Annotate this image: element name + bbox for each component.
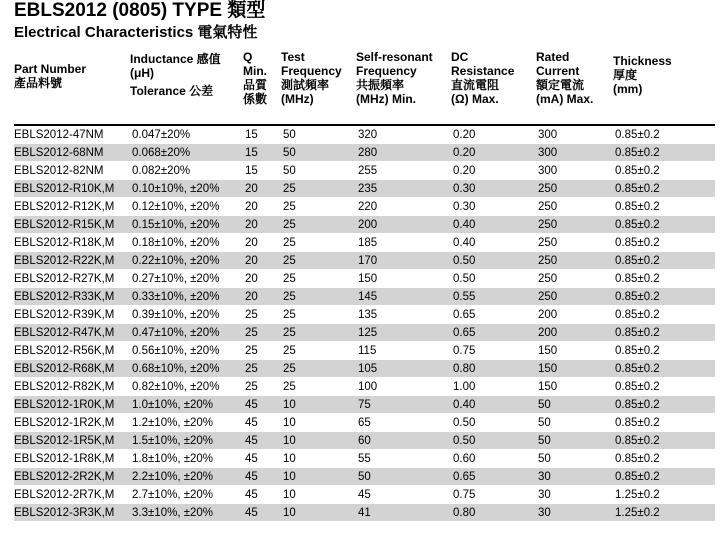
- cell-dc-resistance: 0.55: [451, 288, 536, 306]
- cell-dc-resistance: 0.30: [451, 180, 536, 198]
- cell-test-frequency: 25: [281, 180, 356, 198]
- table-row: [14, 306, 715, 324]
- cell-rated-current: 250: [536, 180, 613, 198]
- table-row: [14, 125, 715, 144]
- cell-inductance-tolerance: 0.22±10%, ±20%: [130, 252, 243, 270]
- cell-q-min: 20: [243, 234, 281, 252]
- cell-test-frequency: 25: [281, 360, 356, 378]
- cell-rated-current: 30: [536, 504, 613, 522]
- cell-test-frequency: 25: [281, 216, 356, 234]
- cell-rated-current: 150: [536, 342, 613, 360]
- table-row: [14, 270, 715, 288]
- cell-inductance-tolerance: 0.47±10%, ±20%: [130, 324, 243, 342]
- cell-rated-current: 50: [536, 414, 613, 432]
- cell-inductance-tolerance: 0.56±10%, ±20%: [130, 342, 243, 360]
- cell-q-min: 15: [243, 125, 281, 144]
- cell-rated-current: 300: [536, 162, 613, 180]
- cell-dc-resistance: 0.80: [451, 504, 536, 522]
- cell-test-frequency: 50: [281, 125, 356, 144]
- cell-test-frequency: 25: [281, 342, 356, 360]
- cell-q-min: 45: [243, 432, 281, 450]
- cell-rated-current: 250: [536, 216, 613, 234]
- cell-dc-resistance: 0.40: [451, 234, 536, 252]
- cell-q-min: 20: [243, 216, 281, 234]
- cell-self-resonant-frequency: 255: [356, 162, 451, 180]
- cell-thickness: 0.85±0.2: [613, 270, 715, 288]
- cell-inductance-tolerance: 2.2±10%, ±20%: [130, 468, 243, 486]
- cell-part-number: EBLS2012-R15K,M: [14, 216, 130, 234]
- table-row: [14, 504, 715, 522]
- cell-q-min: 20: [243, 288, 281, 306]
- cell-inductance-tolerance: 0.068±20%: [130, 144, 243, 162]
- header-self-resonant-frequency: Self-resonant Frequency 共振頻率 (MHz) Min.: [356, 48, 451, 125]
- cell-part-number: EBLS2012-2R7K,M: [14, 486, 130, 504]
- cell-q-min: 15: [243, 144, 281, 162]
- cell-self-resonant-frequency: 280: [356, 144, 451, 162]
- cell-part-number: EBLS2012-68NM: [14, 144, 130, 162]
- cell-inductance-tolerance: 1.2±10%, ±20%: [130, 414, 243, 432]
- header-inductance: Inductance 感值 (μH) Tolerance 公差: [130, 48, 243, 125]
- table-row: [14, 198, 715, 216]
- table-row: [14, 180, 715, 198]
- cell-rated-current: 200: [536, 306, 613, 324]
- cell-dc-resistance: 0.60: [451, 450, 536, 468]
- header-test-frequency: Test Frequency 測試頻率 (MHz): [281, 48, 356, 125]
- table-row: [14, 450, 715, 468]
- cell-q-min: 45: [243, 468, 281, 486]
- cell-inductance-tolerance: 0.047±20%: [130, 125, 243, 144]
- cell-dc-resistance: 0.75: [451, 342, 536, 360]
- cell-rated-current: 250: [536, 270, 613, 288]
- cell-q-min: 20: [243, 252, 281, 270]
- cell-inductance-tolerance: 0.82±10%, ±20%: [130, 378, 243, 396]
- cell-test-frequency: 10: [281, 432, 356, 450]
- cell-rated-current: 250: [536, 252, 613, 270]
- cell-part-number: EBLS2012-R68K,M: [14, 360, 130, 378]
- cell-dc-resistance: 0.75: [451, 486, 536, 504]
- cell-inductance-tolerance: 1.5±10%, ±20%: [130, 432, 243, 450]
- cell-part-number: EBLS2012-R12K,M: [14, 198, 130, 216]
- cell-inductance-tolerance: 0.33±10%, ±20%: [130, 288, 243, 306]
- cell-q-min: 45: [243, 450, 281, 468]
- cell-q-min: 15: [243, 162, 281, 180]
- cell-part-number: EBLS2012-R39K,M: [14, 306, 130, 324]
- cell-inductance-tolerance: 0.082±20%: [130, 162, 243, 180]
- table-row: [14, 378, 715, 396]
- table-header-row: [14, 48, 715, 125]
- cell-test-frequency: 25: [281, 306, 356, 324]
- cell-inductance-tolerance: 1.8±10%, ±20%: [130, 450, 243, 468]
- cell-test-frequency: 10: [281, 486, 356, 504]
- cell-part-number: EBLS2012-R18K,M: [14, 234, 130, 252]
- cell-thickness: 0.85±0.2: [613, 144, 715, 162]
- cell-part-number: EBLS2012-R47K,M: [14, 324, 130, 342]
- cell-q-min: 20: [243, 198, 281, 216]
- cell-part-number: EBLS2012-R10K,M: [14, 180, 130, 198]
- cell-part-number: EBLS2012-R33K,M: [14, 288, 130, 306]
- header-thickness: Thickness 厚度 (mm): [613, 48, 715, 125]
- cell-dc-resistance: 0.30: [451, 198, 536, 216]
- cell-q-min: 25: [243, 378, 281, 396]
- cell-rated-current: 250: [536, 198, 613, 216]
- cell-part-number: EBLS2012-1R2K,M: [14, 414, 130, 432]
- cell-q-min: 25: [243, 306, 281, 324]
- cell-part-number: EBLS2012-1R8K,M: [14, 450, 130, 468]
- cell-q-min: 25: [243, 324, 281, 342]
- cell-self-resonant-frequency: 55: [356, 450, 451, 468]
- header-part-number: Part Number 產品料號: [14, 48, 130, 125]
- cell-inductance-tolerance: 0.15±10%, ±20%: [130, 216, 243, 234]
- cell-test-frequency: 25: [281, 270, 356, 288]
- table-row: [14, 486, 715, 504]
- cell-inductance-tolerance: 0.39±10%, ±20%: [130, 306, 243, 324]
- cell-self-resonant-frequency: 220: [356, 198, 451, 216]
- cell-rated-current: 250: [536, 288, 613, 306]
- cell-thickness: 0.85±0.2: [613, 414, 715, 432]
- cell-dc-resistance: 1.00: [451, 378, 536, 396]
- cell-self-resonant-frequency: 145: [356, 288, 451, 306]
- cell-rated-current: 50: [536, 450, 613, 468]
- cell-q-min: 45: [243, 414, 281, 432]
- cell-test-frequency: 50: [281, 144, 356, 162]
- cell-self-resonant-frequency: 235: [356, 180, 451, 198]
- table-row: [14, 324, 715, 342]
- cell-rated-current: 200: [536, 324, 613, 342]
- cell-self-resonant-frequency: 320: [356, 125, 451, 144]
- cell-inductance-tolerance: 0.18±10%, ±20%: [130, 234, 243, 252]
- cell-self-resonant-frequency: 200: [356, 216, 451, 234]
- cell-thickness: 0.85±0.2: [613, 396, 715, 414]
- cell-dc-resistance: 0.50: [451, 252, 536, 270]
- cell-dc-resistance: 0.65: [451, 468, 536, 486]
- table-row: [14, 342, 715, 360]
- cell-test-frequency: 25: [281, 288, 356, 306]
- cell-inductance-tolerance: 0.68±10%, ±20%: [130, 360, 243, 378]
- table-row: [14, 234, 715, 252]
- cell-self-resonant-frequency: 41: [356, 504, 451, 522]
- cell-part-number: EBLS2012-R27K,M: [14, 270, 130, 288]
- cell-thickness: 0.85±0.2: [613, 198, 715, 216]
- cell-inductance-tolerance: 0.10±10%, ±20%: [130, 180, 243, 198]
- cell-thickness: 1.25±0.2: [613, 504, 715, 522]
- cell-thickness: 0.85±0.2: [613, 360, 715, 378]
- table-row: [14, 396, 715, 414]
- cell-rated-current: 30: [536, 468, 613, 486]
- cell-test-frequency: 25: [281, 234, 356, 252]
- cell-rated-current: 50: [536, 432, 613, 450]
- cell-test-frequency: 10: [281, 450, 356, 468]
- cell-thickness: 0.85±0.2: [613, 252, 715, 270]
- cell-part-number: EBLS2012-R82K,M: [14, 378, 130, 396]
- cell-q-min: 45: [243, 504, 281, 522]
- cell-rated-current: 300: [536, 144, 613, 162]
- table-row: [14, 432, 715, 450]
- cell-q-min: 20: [243, 270, 281, 288]
- header-dc-resistance: DC Resistance 直流電阻 (Ω) Max.: [451, 48, 536, 125]
- cell-self-resonant-frequency: 45: [356, 486, 451, 504]
- cell-dc-resistance: 0.50: [451, 270, 536, 288]
- cell-rated-current: 300: [536, 125, 613, 144]
- header-q-min: Q Min. 品質 係數: [243, 48, 281, 125]
- cell-thickness: 0.85±0.2: [613, 234, 715, 252]
- cell-thickness: 0.85±0.2: [613, 450, 715, 468]
- cell-q-min: 20: [243, 180, 281, 198]
- cell-rated-current: 250: [536, 234, 613, 252]
- electrical-characteristics-table: [14, 48, 715, 521]
- cell-part-number: EBLS2012-82NM: [14, 162, 130, 180]
- cell-self-resonant-frequency: 105: [356, 360, 451, 378]
- cell-part-number: EBLS2012-1R0K,M: [14, 396, 130, 414]
- cell-dc-resistance: 0.65: [451, 306, 536, 324]
- cell-dc-resistance: 0.50: [451, 432, 536, 450]
- cell-thickness: 0.85±0.2: [613, 306, 715, 324]
- cell-thickness: 0.85±0.2: [613, 432, 715, 450]
- document-title: EBLS2012 (0805) TYPE 類型: [14, 0, 266, 21]
- cell-dc-resistance: 0.80: [451, 360, 536, 378]
- cell-dc-resistance: 0.40: [451, 216, 536, 234]
- cell-self-resonant-frequency: 150: [356, 270, 451, 288]
- cell-part-number: EBLS2012-R22K,M: [14, 252, 130, 270]
- cell-dc-resistance: 0.65: [451, 324, 536, 342]
- cell-self-resonant-frequency: 65: [356, 414, 451, 432]
- cell-part-number: EBLS2012-1R5K,M: [14, 432, 130, 450]
- cell-thickness: 0.85±0.2: [613, 125, 715, 144]
- cell-test-frequency: 50: [281, 162, 356, 180]
- cell-dc-resistance: 0.40: [451, 396, 536, 414]
- cell-self-resonant-frequency: 75: [356, 396, 451, 414]
- table-row: [14, 468, 715, 486]
- cell-dc-resistance: 0.20: [451, 125, 536, 144]
- cell-inductance-tolerance: 0.27±10%, ±20%: [130, 270, 243, 288]
- cell-self-resonant-frequency: 170: [356, 252, 451, 270]
- table-row: [14, 360, 715, 378]
- cell-thickness: 0.85±0.2: [613, 342, 715, 360]
- cell-part-number: EBLS2012-R56K,M: [14, 342, 130, 360]
- cell-part-number: EBLS2012-47NM: [14, 125, 130, 144]
- cell-inductance-tolerance: 2.7±10%, ±20%: [130, 486, 243, 504]
- cell-self-resonant-frequency: 185: [356, 234, 451, 252]
- cell-q-min: 45: [243, 396, 281, 414]
- cell-thickness: 0.85±0.2: [613, 378, 715, 396]
- cell-rated-current: 50: [536, 396, 613, 414]
- table-row: [14, 414, 715, 432]
- cell-self-resonant-frequency: 125: [356, 324, 451, 342]
- header-rated-current: Rated Current 額定電流 (mA) Max.: [536, 48, 613, 125]
- cell-dc-resistance: 0.20: [451, 144, 536, 162]
- table-row: [14, 162, 715, 180]
- cell-self-resonant-frequency: 100: [356, 378, 451, 396]
- cell-thickness: 0.85±0.2: [613, 216, 715, 234]
- cell-test-frequency: 25: [281, 378, 356, 396]
- document-subtitle: Electrical Characteristics 電氣特性: [14, 24, 258, 41]
- cell-dc-resistance: 0.20: [451, 162, 536, 180]
- table-row: [14, 216, 715, 234]
- cell-q-min: 25: [243, 342, 281, 360]
- cell-thickness: 0.85±0.2: [613, 288, 715, 306]
- cell-rated-current: 30: [536, 486, 613, 504]
- cell-test-frequency: 10: [281, 468, 356, 486]
- cell-part-number: EBLS2012-3R3K,M: [14, 504, 130, 522]
- cell-rated-current: 150: [536, 378, 613, 396]
- cell-self-resonant-frequency: 135: [356, 306, 451, 324]
- table-row: [14, 144, 715, 162]
- cell-test-frequency: 10: [281, 504, 356, 522]
- cell-dc-resistance: 0.50: [451, 414, 536, 432]
- cell-thickness: 0.85±0.2: [613, 180, 715, 198]
- cell-part-number: EBLS2012-2R2K,M: [14, 468, 130, 486]
- cell-test-frequency: 25: [281, 324, 356, 342]
- table-row: [14, 288, 715, 306]
- cell-thickness: 0.85±0.2: [613, 324, 715, 342]
- cell-q-min: 45: [243, 486, 281, 504]
- cell-test-frequency: 10: [281, 414, 356, 432]
- table-body: [14, 125, 715, 521]
- cell-test-frequency: 10: [281, 396, 356, 414]
- cell-thickness: 0.85±0.2: [613, 468, 715, 486]
- cell-inductance-tolerance: 3.3±10%, ±20%: [130, 504, 243, 522]
- cell-self-resonant-frequency: 60: [356, 432, 451, 450]
- cell-self-resonant-frequency: 115: [356, 342, 451, 360]
- cell-test-frequency: 25: [281, 252, 356, 270]
- cell-thickness: 1.25±0.2: [613, 486, 715, 504]
- cell-inductance-tolerance: 1.0±10%, ±20%: [130, 396, 243, 414]
- cell-thickness: 0.85±0.2: [613, 162, 715, 180]
- cell-inductance-tolerance: 0.12±10%, ±20%: [130, 198, 243, 216]
- cell-test-frequency: 25: [281, 198, 356, 216]
- cell-self-resonant-frequency: 50: [356, 468, 451, 486]
- cell-q-min: 25: [243, 360, 281, 378]
- cell-rated-current: 150: [536, 360, 613, 378]
- table-row: [14, 252, 715, 270]
